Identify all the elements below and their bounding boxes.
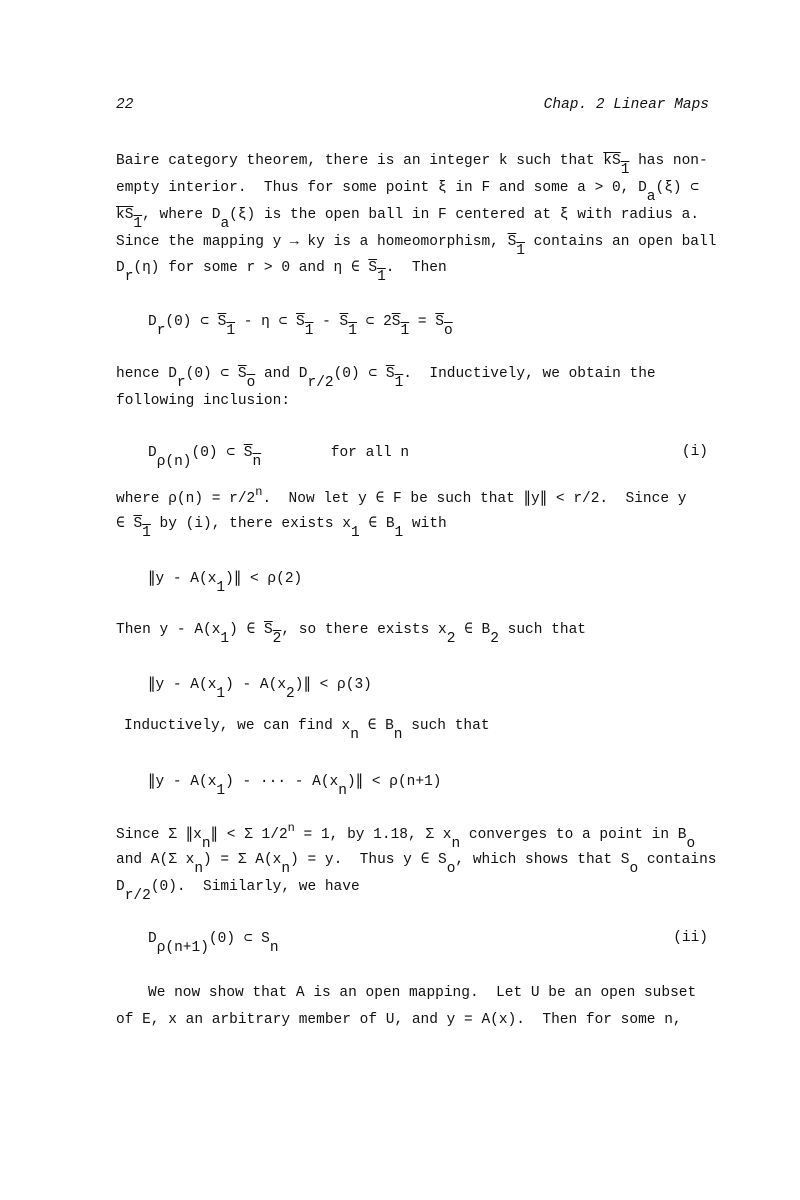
equation-1: Dr(0) ⊂ S1 - η ⊂ S1 - S1 ⊂ 2S1 = So — [148, 314, 453, 339]
equation-3: ‖y - A(x1) - A(x2)‖ < ρ(3) — [148, 674, 372, 702]
text-line-10: Then y - A(x1) ∈ S2, so there exists x2 ∈ B2 such that — [116, 622, 586, 647]
text-line-5: Dr(η) for some r > 0 and η ∈ S1. Then — [116, 260, 447, 285]
equation-label-i: (i) — [681, 444, 708, 460]
text-line-2: empty interior. Thus for some point ξ in F and some a > 0, Da(ξ) ⊂ — [116, 180, 700, 205]
text-line-11: Inductively, we can find xn ∈ Bn such that — [124, 718, 490, 743]
text-line-6: hence Dr(0) ⊂ So and Dr/2(0) ⊂ S1. Inductively, we obtain the — [116, 366, 656, 391]
equation-label-ii: (ii) — [673, 930, 708, 946]
text-line-3: kS1, where Da(ξ) is the open ball in F centered at ξ with radius a. — [116, 207, 700, 232]
text-line-13: and A(Σ xn) = Σ A(xn) = y. Thus y ∈ So, which shows that So contains — [116, 852, 717, 877]
equation-2: ‖y - A(x1)‖ < ρ(2) — [148, 568, 303, 596]
text-line-16: of E, x an arbitrary member of U, and y = A(x). Then for some n, — [116, 1012, 682, 1028]
text-line-9: ∈ S1 by (i), there exists x1 ∈ B1 with — [116, 516, 447, 541]
equation-ii: Dρ(n+1)(0) ⊂ Sn — [148, 931, 279, 956]
text-line-15: We now show that A is an open mapping. Let U be an open subset — [148, 985, 697, 1001]
text-line-8: where $\rho(n) = r/2^n$. Now let y ∈ F be such that ‖y‖ < r/2. Since y — [116, 485, 687, 507]
text-line-14: Dr/2(0). Similarly, we have — [116, 879, 360, 904]
text-line-4: Since the mapping y → ky is a homeomorphism, S1 contains an open ball — [116, 234, 717, 259]
page-number: 22 — [116, 97, 134, 113]
equation-i: Dρ(n)(0) ⊂ Sn for all n — [148, 445, 410, 470]
text-line-1: Baire category theorem, there is an integer k such that kS1 has non- — [116, 153, 708, 178]
running-title: Chap. 2 Linear Maps — [543, 97, 709, 113]
text-line-12: Since Σ ‖xn‖ < Σ $1/2^n = 1$, by 1.18, Σ xn converges to a point in Bo — [116, 821, 696, 852]
equation-4: ‖y - A(x1) - ··· - A(xn)‖ < ρ(n+1) — [148, 771, 442, 799]
text-line-7: following inclusion: — [116, 393, 291, 409]
